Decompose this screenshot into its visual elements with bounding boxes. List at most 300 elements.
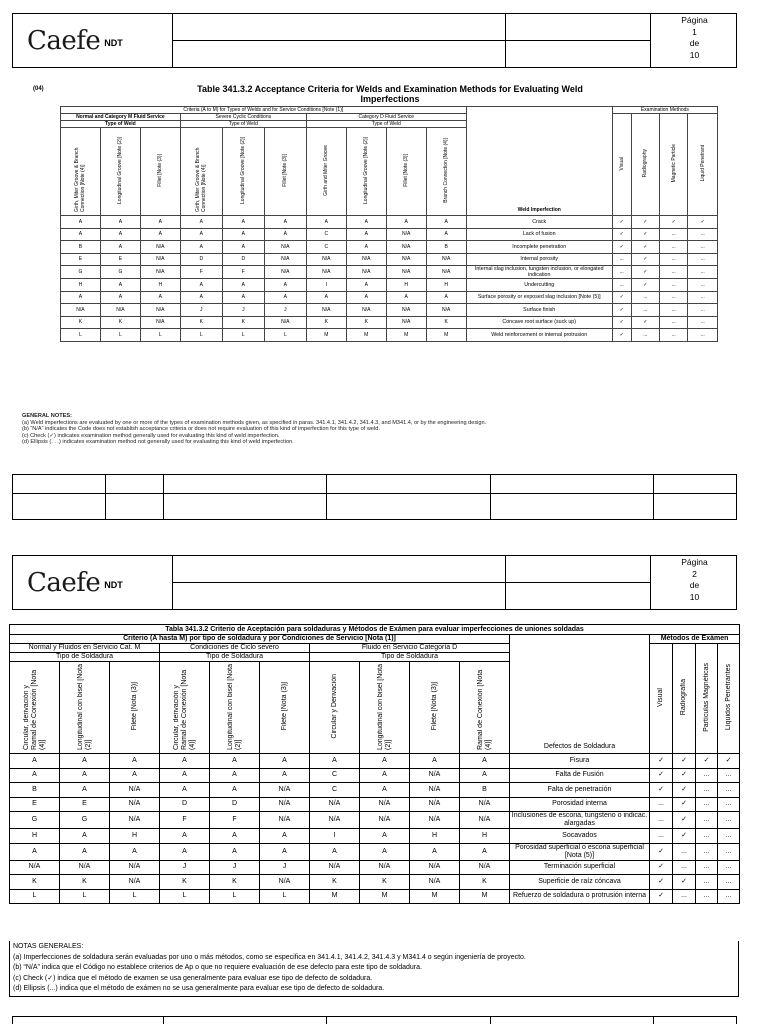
weld-type-col-header bbox=[210, 662, 260, 754]
criteria-cell: E bbox=[100, 253, 140, 266]
criteria-cell: J bbox=[180, 304, 222, 317]
logo-suffix: NDT bbox=[104, 37, 123, 48]
criteria-cell: A bbox=[346, 228, 386, 241]
type-of-weld-header: Type of Weld bbox=[61, 121, 181, 128]
exam-method-cell: ... bbox=[696, 875, 718, 890]
criteria-cell: G bbox=[61, 266, 101, 279]
criteria-cell: A bbox=[264, 228, 306, 241]
exam-col-label: Magnetic Particle bbox=[670, 144, 677, 183]
exam-method-cell: ... bbox=[612, 266, 631, 279]
weld-type-col-header bbox=[264, 128, 306, 216]
criteria-cell: N/A bbox=[410, 812, 460, 829]
revision-tag: (04) bbox=[33, 86, 44, 92]
notes-title: NOTAS GENERALES: bbox=[13, 943, 84, 950]
criteria-cell: A bbox=[264, 216, 306, 229]
criteria-cell: K bbox=[60, 875, 110, 890]
table-row bbox=[10, 783, 740, 798]
exam-method-cell: ... bbox=[660, 253, 688, 266]
note-item: (c) Check (✓) indicates examination method generally used for evaluating this kind of weld imperfection. bbox=[22, 432, 280, 439]
header-code-cell bbox=[506, 14, 651, 67]
defect-header-text: Defectos de Soldadura bbox=[543, 743, 616, 750]
defect-cell: Undercutting bbox=[466, 279, 612, 292]
criteria-cell: A bbox=[410, 843, 460, 860]
exam-method-cell: ... bbox=[660, 304, 688, 317]
weld-type-col-header bbox=[160, 662, 210, 754]
criteria-cell: E bbox=[10, 797, 60, 812]
criteria-cell: G bbox=[10, 812, 60, 829]
page-number: 1 bbox=[692, 26, 697, 37]
table-row bbox=[61, 291, 718, 304]
criteria-cell: L bbox=[10, 889, 60, 904]
criteria-cell: K bbox=[61, 316, 101, 329]
criteria-cell: L bbox=[100, 329, 140, 342]
defect-header-text: Weld Imperfection bbox=[517, 207, 561, 213]
exam-col-header bbox=[660, 114, 688, 216]
table-row bbox=[61, 279, 718, 292]
table-row bbox=[10, 875, 740, 890]
criteria-cell: K bbox=[346, 316, 386, 329]
weld-type-label: Longitudinal con bisel [Nota (2)] bbox=[226, 663, 242, 750]
criteria-cell: N/A bbox=[426, 253, 466, 266]
table-row bbox=[61, 316, 718, 329]
exam-method-cell: ✓ bbox=[631, 253, 659, 266]
group-header: Normal y Fluidos en Servicio Cat. M bbox=[10, 644, 160, 653]
criteria-cell: K bbox=[100, 316, 140, 329]
exam-method-cell: ✓ bbox=[612, 316, 631, 329]
criteria-cell: A bbox=[460, 843, 510, 860]
note-item: (a) Weld imperfections are evaluated by one or more of the types of examination methods given, as specified in paras. 341.4.1, 341.4.2, 341.4.3, and M341.4, or by the engineering design. bbox=[22, 419, 487, 426]
exam-method-cell: ... bbox=[660, 279, 688, 292]
criteria-cell: N/A bbox=[10, 860, 60, 875]
criteria-cell: N/A bbox=[410, 860, 460, 875]
criteria-cell: I bbox=[310, 829, 360, 844]
criteria-cell: N/A bbox=[110, 797, 160, 812]
criteria-cell: K bbox=[306, 316, 346, 329]
exam-col-label: Visual bbox=[657, 687, 664, 707]
exam-method-cell: ✓ bbox=[612, 216, 631, 229]
criteria-cell: A bbox=[260, 768, 310, 783]
exam-method-cell: ... bbox=[718, 860, 740, 875]
exam-method-cell: ✓ bbox=[688, 216, 718, 229]
exam-method-cell: ✓ bbox=[612, 291, 631, 304]
notes-title: GENERAL NOTES: bbox=[22, 413, 72, 419]
criteria-cell: A bbox=[360, 843, 410, 860]
criteria-cell: A bbox=[160, 754, 210, 769]
criteria-cell: N/A bbox=[386, 304, 426, 317]
criteria-cell: A bbox=[60, 783, 110, 798]
criteria-cell: A bbox=[180, 279, 222, 292]
criteria-cell: L bbox=[210, 889, 260, 904]
defect-cell: Lack of fusion bbox=[466, 228, 612, 241]
criteria-cell: M bbox=[306, 329, 346, 342]
exam-method-cell: ... bbox=[660, 316, 688, 329]
criteria-cell: N/A bbox=[110, 812, 160, 829]
header-title-cell bbox=[173, 14, 506, 67]
exam-method-cell: ... bbox=[718, 843, 740, 860]
criteria-cell: K bbox=[10, 875, 60, 890]
exam-method-cell: ... bbox=[650, 829, 673, 844]
criteria-cell: N/A bbox=[386, 228, 426, 241]
exam-col-label: Visual bbox=[618, 156, 625, 171]
weld-type-label: Circular, derivación y Ramal de Conexión [Nota (4)] bbox=[172, 669, 196, 750]
weld-type-label: Fillet [Note (3)] bbox=[282, 154, 289, 187]
weld-type-col-header bbox=[222, 128, 264, 216]
exam-method-cell: ... bbox=[631, 329, 659, 342]
criteria-cell: A bbox=[310, 843, 360, 860]
table-row bbox=[10, 812, 740, 829]
weld-type-label: Longitudinal Groove [Note (2)] bbox=[363, 137, 370, 204]
weld-type-label: Girth and Miter Groove bbox=[323, 145, 330, 196]
criteria-cell: F bbox=[222, 266, 264, 279]
criteria-cell: A bbox=[10, 843, 60, 860]
general-notes-es bbox=[9, 941, 739, 997]
exam-method-cell: ... bbox=[650, 812, 673, 829]
criteria-cell: N/A bbox=[260, 797, 310, 812]
weld-type-label: Fillet [Note (3)] bbox=[157, 154, 164, 187]
table-row bbox=[61, 253, 718, 266]
criteria-cell: N/A bbox=[140, 304, 180, 317]
criteria-cell: K bbox=[210, 875, 260, 890]
criteria-cell: A bbox=[410, 754, 460, 769]
criteria-cell: A bbox=[10, 754, 60, 769]
criteria-cell: L bbox=[110, 889, 160, 904]
criteria-cell: N/A bbox=[386, 316, 426, 329]
exam-method-cell: ... bbox=[696, 829, 718, 844]
page-header-1 bbox=[12, 13, 737, 68]
criteria-cell: A bbox=[360, 829, 410, 844]
table-body-en bbox=[61, 216, 718, 342]
exam-method-cell: ... bbox=[696, 783, 718, 798]
exam-method-cell: ✓ bbox=[673, 797, 696, 812]
table-row bbox=[10, 797, 740, 812]
criteria-cell: N/A bbox=[310, 797, 360, 812]
criteria-cell: I bbox=[306, 279, 346, 292]
exam-method-cell: ✓ bbox=[673, 829, 696, 844]
page-of: de bbox=[689, 580, 700, 590]
exam-col-header bbox=[718, 644, 740, 754]
exam-method-cell: ✓ bbox=[631, 266, 659, 279]
defect-cell: Falta de penetración bbox=[510, 783, 650, 798]
weld-type-col-header bbox=[10, 662, 60, 754]
exam-method-cell: ... bbox=[673, 860, 696, 875]
criteria-cell: L bbox=[61, 329, 101, 342]
criteria-cell: N/A bbox=[460, 797, 510, 812]
weld-type-col-header bbox=[306, 128, 346, 216]
page-total: 10 bbox=[689, 591, 700, 602]
exam-method-cell: ... bbox=[688, 279, 718, 292]
criteria-cell: A bbox=[110, 754, 160, 769]
type-of-weld-header: Tipo de Soldadura bbox=[10, 653, 160, 662]
exam-method-cell: ... bbox=[718, 812, 740, 829]
group-header: Fluido en Servicio Categoría D bbox=[310, 644, 510, 653]
criteria-cell: N/A bbox=[306, 266, 346, 279]
criteria-cell: A bbox=[100, 216, 140, 229]
criteria-cell: N/A bbox=[346, 304, 386, 317]
note-item: (b) “N/A” indicates the Code does not establish acceptance criteria or does not require evaluation of this kind of imperfection for this type of weld. bbox=[22, 426, 380, 433]
criteria-cell: A bbox=[222, 216, 264, 229]
criteria-cell: B bbox=[426, 241, 466, 254]
page-total: 10 bbox=[689, 49, 700, 60]
exam-col-header bbox=[650, 644, 673, 754]
criteria-cell: N/A bbox=[260, 783, 310, 798]
criteria-cell: J bbox=[264, 304, 306, 317]
page-number: 2 bbox=[692, 568, 697, 579]
criteria-cell: A bbox=[210, 783, 260, 798]
weld-type-col-header bbox=[61, 128, 101, 216]
criteria-cell: A bbox=[100, 228, 140, 241]
header-title-cell bbox=[173, 556, 506, 609]
exam-methods-header: Métodos de Exámen bbox=[650, 635, 740, 644]
exam-method-cell: ✓ bbox=[660, 216, 688, 229]
criteria-cell: B bbox=[61, 241, 101, 254]
exam-method-cell: ✓ bbox=[650, 754, 673, 769]
defect-cell: Concave root surface (suck up) bbox=[466, 316, 612, 329]
criteria-cell: N/A bbox=[310, 812, 360, 829]
criteria-cell: D bbox=[180, 253, 222, 266]
criteria-cell: C bbox=[306, 241, 346, 254]
exam-method-cell: ... bbox=[696, 860, 718, 875]
weld-type-label: Longitudinal Groove [Note (2)] bbox=[117, 137, 124, 204]
page-footer-1 bbox=[12, 474, 737, 520]
table-head-en bbox=[61, 107, 718, 216]
exam-method-cell: ✓ bbox=[673, 875, 696, 890]
weld-type-col-header bbox=[386, 128, 426, 216]
weld-type-col-header bbox=[260, 662, 310, 754]
exam-method-cell: ... bbox=[660, 266, 688, 279]
exam-method-cell: ✓ bbox=[650, 889, 673, 904]
defect-column-header bbox=[510, 635, 650, 754]
criteria-cell: N/A bbox=[386, 266, 426, 279]
exam-method-cell: ✓ bbox=[673, 754, 696, 769]
table-row bbox=[61, 329, 718, 342]
defect-cell: Falta de Fusión bbox=[510, 768, 650, 783]
exam-method-cell: ✓ bbox=[612, 329, 631, 342]
criteria-cell: A bbox=[60, 754, 110, 769]
criteria-cell: E bbox=[61, 253, 101, 266]
criteria-cell: D bbox=[210, 797, 260, 812]
exam-method-cell: ... bbox=[631, 291, 659, 304]
exam-method-cell: ... bbox=[696, 843, 718, 860]
criteria-cell: A bbox=[460, 754, 510, 769]
criteria-cell: A bbox=[346, 216, 386, 229]
weld-type-col-header bbox=[460, 662, 510, 754]
exam-col-header bbox=[696, 644, 718, 754]
table-row bbox=[61, 304, 718, 317]
defect-cell: Inclusiones de escoria, tungsteno o indicac. alargadas bbox=[510, 812, 650, 829]
criteria-cell: A bbox=[100, 291, 140, 304]
exam-method-cell: ✓ bbox=[673, 783, 696, 798]
exam-methods-header: Examination Methods bbox=[612, 107, 717, 114]
criteria-cell: C bbox=[306, 228, 346, 241]
exam-col-header bbox=[688, 114, 718, 216]
criteria-cell: A bbox=[60, 829, 110, 844]
criteria-cell: M bbox=[426, 329, 466, 342]
criteria-cell: N/A bbox=[360, 797, 410, 812]
page-number-box bbox=[651, 14, 738, 67]
criteria-cell: A bbox=[346, 241, 386, 254]
criteria-header: Criterio (A hasta M) por tipo de soldadura y por Condiciones de Servicio [Nota (1)] bbox=[10, 635, 510, 644]
weld-type-label: Longitudinal con bisel [Nota (2)] bbox=[76, 663, 92, 750]
type-of-weld-header: Tipo de Soldadura bbox=[160, 653, 310, 662]
criteria-cell: F bbox=[210, 812, 260, 829]
criteria-cell: A bbox=[360, 768, 410, 783]
criteria-cell: A bbox=[260, 843, 310, 860]
criteria-cell: A bbox=[110, 768, 160, 783]
criteria-cell: A bbox=[346, 279, 386, 292]
exam-col-header bbox=[612, 114, 631, 216]
exam-method-cell: ... bbox=[718, 797, 740, 812]
criteria-cell: N/A bbox=[360, 812, 410, 829]
table-head-es bbox=[10, 625, 740, 754]
defect-cell: Terminación superficial bbox=[510, 860, 650, 875]
criteria-cell: D bbox=[222, 253, 264, 266]
criteria-cell: G bbox=[60, 812, 110, 829]
table-row bbox=[10, 768, 740, 783]
note-item: (b) “N/A” indica que el Código no establece criterios de Ap o que no requiere evaluación de ese defecto para este tipo de soldadura. bbox=[13, 964, 422, 971]
criteria-cell: N/A bbox=[426, 304, 466, 317]
criteria-cell: N/A bbox=[260, 812, 310, 829]
table-row bbox=[10, 889, 740, 904]
note-item: (d) Ellipsis (. . .) indicates examination method not generally used for evaluating this kind of weld imperfection. bbox=[22, 439, 294, 446]
criteria-cell: N/A bbox=[426, 266, 466, 279]
exam-method-cell: ... bbox=[718, 768, 740, 783]
weld-type-label: Circular, derivación y Ramal de Conexión [Nota (4)] bbox=[22, 669, 46, 750]
exam-method-cell: ... bbox=[718, 875, 740, 890]
weld-type-label: Fillet [Note (3)] bbox=[403, 154, 410, 187]
criteria-cell: L bbox=[160, 889, 210, 904]
exam-method-cell: ... bbox=[688, 266, 718, 279]
exam-method-cell: ✓ bbox=[631, 241, 659, 254]
weld-type-col-header bbox=[60, 662, 110, 754]
page-header-2 bbox=[12, 555, 737, 610]
criteria-cell: A bbox=[61, 228, 101, 241]
table-row bbox=[61, 216, 718, 229]
criteria-cell: N/A bbox=[360, 860, 410, 875]
weld-type-col-header bbox=[346, 128, 386, 216]
criteria-cell: J bbox=[260, 860, 310, 875]
criteria-cell: J bbox=[160, 860, 210, 875]
exam-method-cell: ... bbox=[631, 304, 659, 317]
criteria-cell: C bbox=[310, 768, 360, 783]
exam-method-cell: ... bbox=[718, 889, 740, 904]
page-label: Página bbox=[681, 15, 708, 25]
weld-type-label: Ramal de Conexión [Nota (4)] bbox=[476, 669, 492, 750]
criteria-cell: A bbox=[210, 754, 260, 769]
criteria-cell: A bbox=[61, 291, 101, 304]
criteria-cell: N/A bbox=[264, 253, 306, 266]
criteria-cell: N/A bbox=[140, 253, 180, 266]
exam-method-cell: ... bbox=[696, 889, 718, 904]
criteria-cell: N/A bbox=[140, 266, 180, 279]
type-of-weld-header: Type of Weld bbox=[306, 121, 466, 128]
logo-wordmark: Caefe bbox=[27, 25, 101, 56]
criteria-cell: N/A bbox=[110, 875, 160, 890]
criteria-cell: A bbox=[180, 241, 222, 254]
criteria-cell: A bbox=[360, 754, 410, 769]
criteria-cell: H bbox=[410, 829, 460, 844]
exam-method-cell: ... bbox=[688, 253, 718, 266]
criteria-cell: N/A bbox=[310, 860, 360, 875]
company-logo bbox=[13, 556, 173, 609]
logo-suffix: NDT bbox=[104, 579, 123, 590]
exam-method-cell: ✓ bbox=[696, 754, 718, 769]
exam-method-cell: ✓ bbox=[673, 768, 696, 783]
type-of-weld-header: Tipo de Soldadura bbox=[310, 653, 510, 662]
criteria-cell: N/A bbox=[410, 768, 460, 783]
page-label: Página bbox=[681, 557, 708, 567]
exam-method-cell: ... bbox=[660, 329, 688, 342]
criteria-cell: A bbox=[110, 843, 160, 860]
criteria-cell: A bbox=[426, 291, 466, 304]
general-notes-en bbox=[22, 413, 612, 446]
criteria-cell: N/A bbox=[410, 797, 460, 812]
criteria-cell: L bbox=[264, 329, 306, 342]
exam-method-cell: ... bbox=[688, 241, 718, 254]
weld-type-label: Branch Connection [Note (4)] bbox=[443, 138, 450, 203]
weld-type-col-header bbox=[360, 662, 410, 754]
table-row bbox=[10, 754, 740, 769]
criteria-cell: B bbox=[10, 783, 60, 798]
group-header: Normal and Category M Fluid Service bbox=[61, 114, 181, 121]
criteria-cell: A bbox=[140, 216, 180, 229]
exam-col-label: Liquid Penetrant bbox=[699, 145, 706, 182]
exam-method-cell: ✓ bbox=[650, 783, 673, 798]
header-code-cell bbox=[506, 556, 651, 609]
criteria-cell: M bbox=[360, 889, 410, 904]
criteria-cell: A bbox=[386, 291, 426, 304]
criteria-cell: A bbox=[222, 279, 264, 292]
criteria-cell: B bbox=[460, 783, 510, 798]
table-body-es bbox=[10, 754, 740, 904]
criteria-cell: N/A bbox=[260, 875, 310, 890]
criteria-cell: N/A bbox=[61, 304, 101, 317]
criteria-cell: L bbox=[222, 329, 264, 342]
exam-method-cell: ✓ bbox=[718, 754, 740, 769]
criteria-cell: C bbox=[310, 783, 360, 798]
criteria-cell: A bbox=[222, 291, 264, 304]
defect-cell: Internal porosity bbox=[466, 253, 612, 266]
criteria-header: Criteria (A to M) for Types of Welds and for Service Conditions [Note (1)] bbox=[61, 107, 467, 114]
criteria-cell: K bbox=[180, 316, 222, 329]
criteria-cell: K bbox=[160, 875, 210, 890]
weld-type-col-header bbox=[310, 662, 360, 754]
defect-cell: Porosidad superficial o escoria superficial [Nota (5)] bbox=[510, 843, 650, 860]
exam-col-label: Partículas Magnéticas bbox=[702, 662, 710, 732]
defect-cell: Socavados bbox=[510, 829, 650, 844]
criteria-cell: H bbox=[460, 829, 510, 844]
exam-method-cell: ... bbox=[688, 228, 718, 241]
criteria-cell: N/A bbox=[60, 860, 110, 875]
criteria-cell: H bbox=[10, 829, 60, 844]
exam-method-cell: ... bbox=[612, 279, 631, 292]
criteria-cell: N/A bbox=[110, 860, 160, 875]
exam-method-cell: ... bbox=[718, 783, 740, 798]
exam-method-cell: ✓ bbox=[673, 812, 696, 829]
criteria-cell: A bbox=[360, 783, 410, 798]
weld-type-col-header bbox=[110, 662, 160, 754]
criteria-cell: A bbox=[306, 291, 346, 304]
type-of-weld-header: Type of Weld bbox=[180, 121, 306, 128]
exam-method-cell: ... bbox=[696, 812, 718, 829]
exam-method-cell: ✓ bbox=[612, 228, 631, 241]
criteria-cell: A bbox=[260, 754, 310, 769]
table-title-es: Tabla 341.3.2 Criterio de Aceptación para soldaduras y Métodos de Exámen para evaluar imperfecciones de uniones soldadas bbox=[10, 625, 740, 635]
criteria-cell: A bbox=[310, 754, 360, 769]
criteria-cell: N/A bbox=[386, 241, 426, 254]
exam-method-cell: ... bbox=[673, 889, 696, 904]
exam-method-cell: ... bbox=[660, 228, 688, 241]
criteria-cell: H bbox=[140, 279, 180, 292]
